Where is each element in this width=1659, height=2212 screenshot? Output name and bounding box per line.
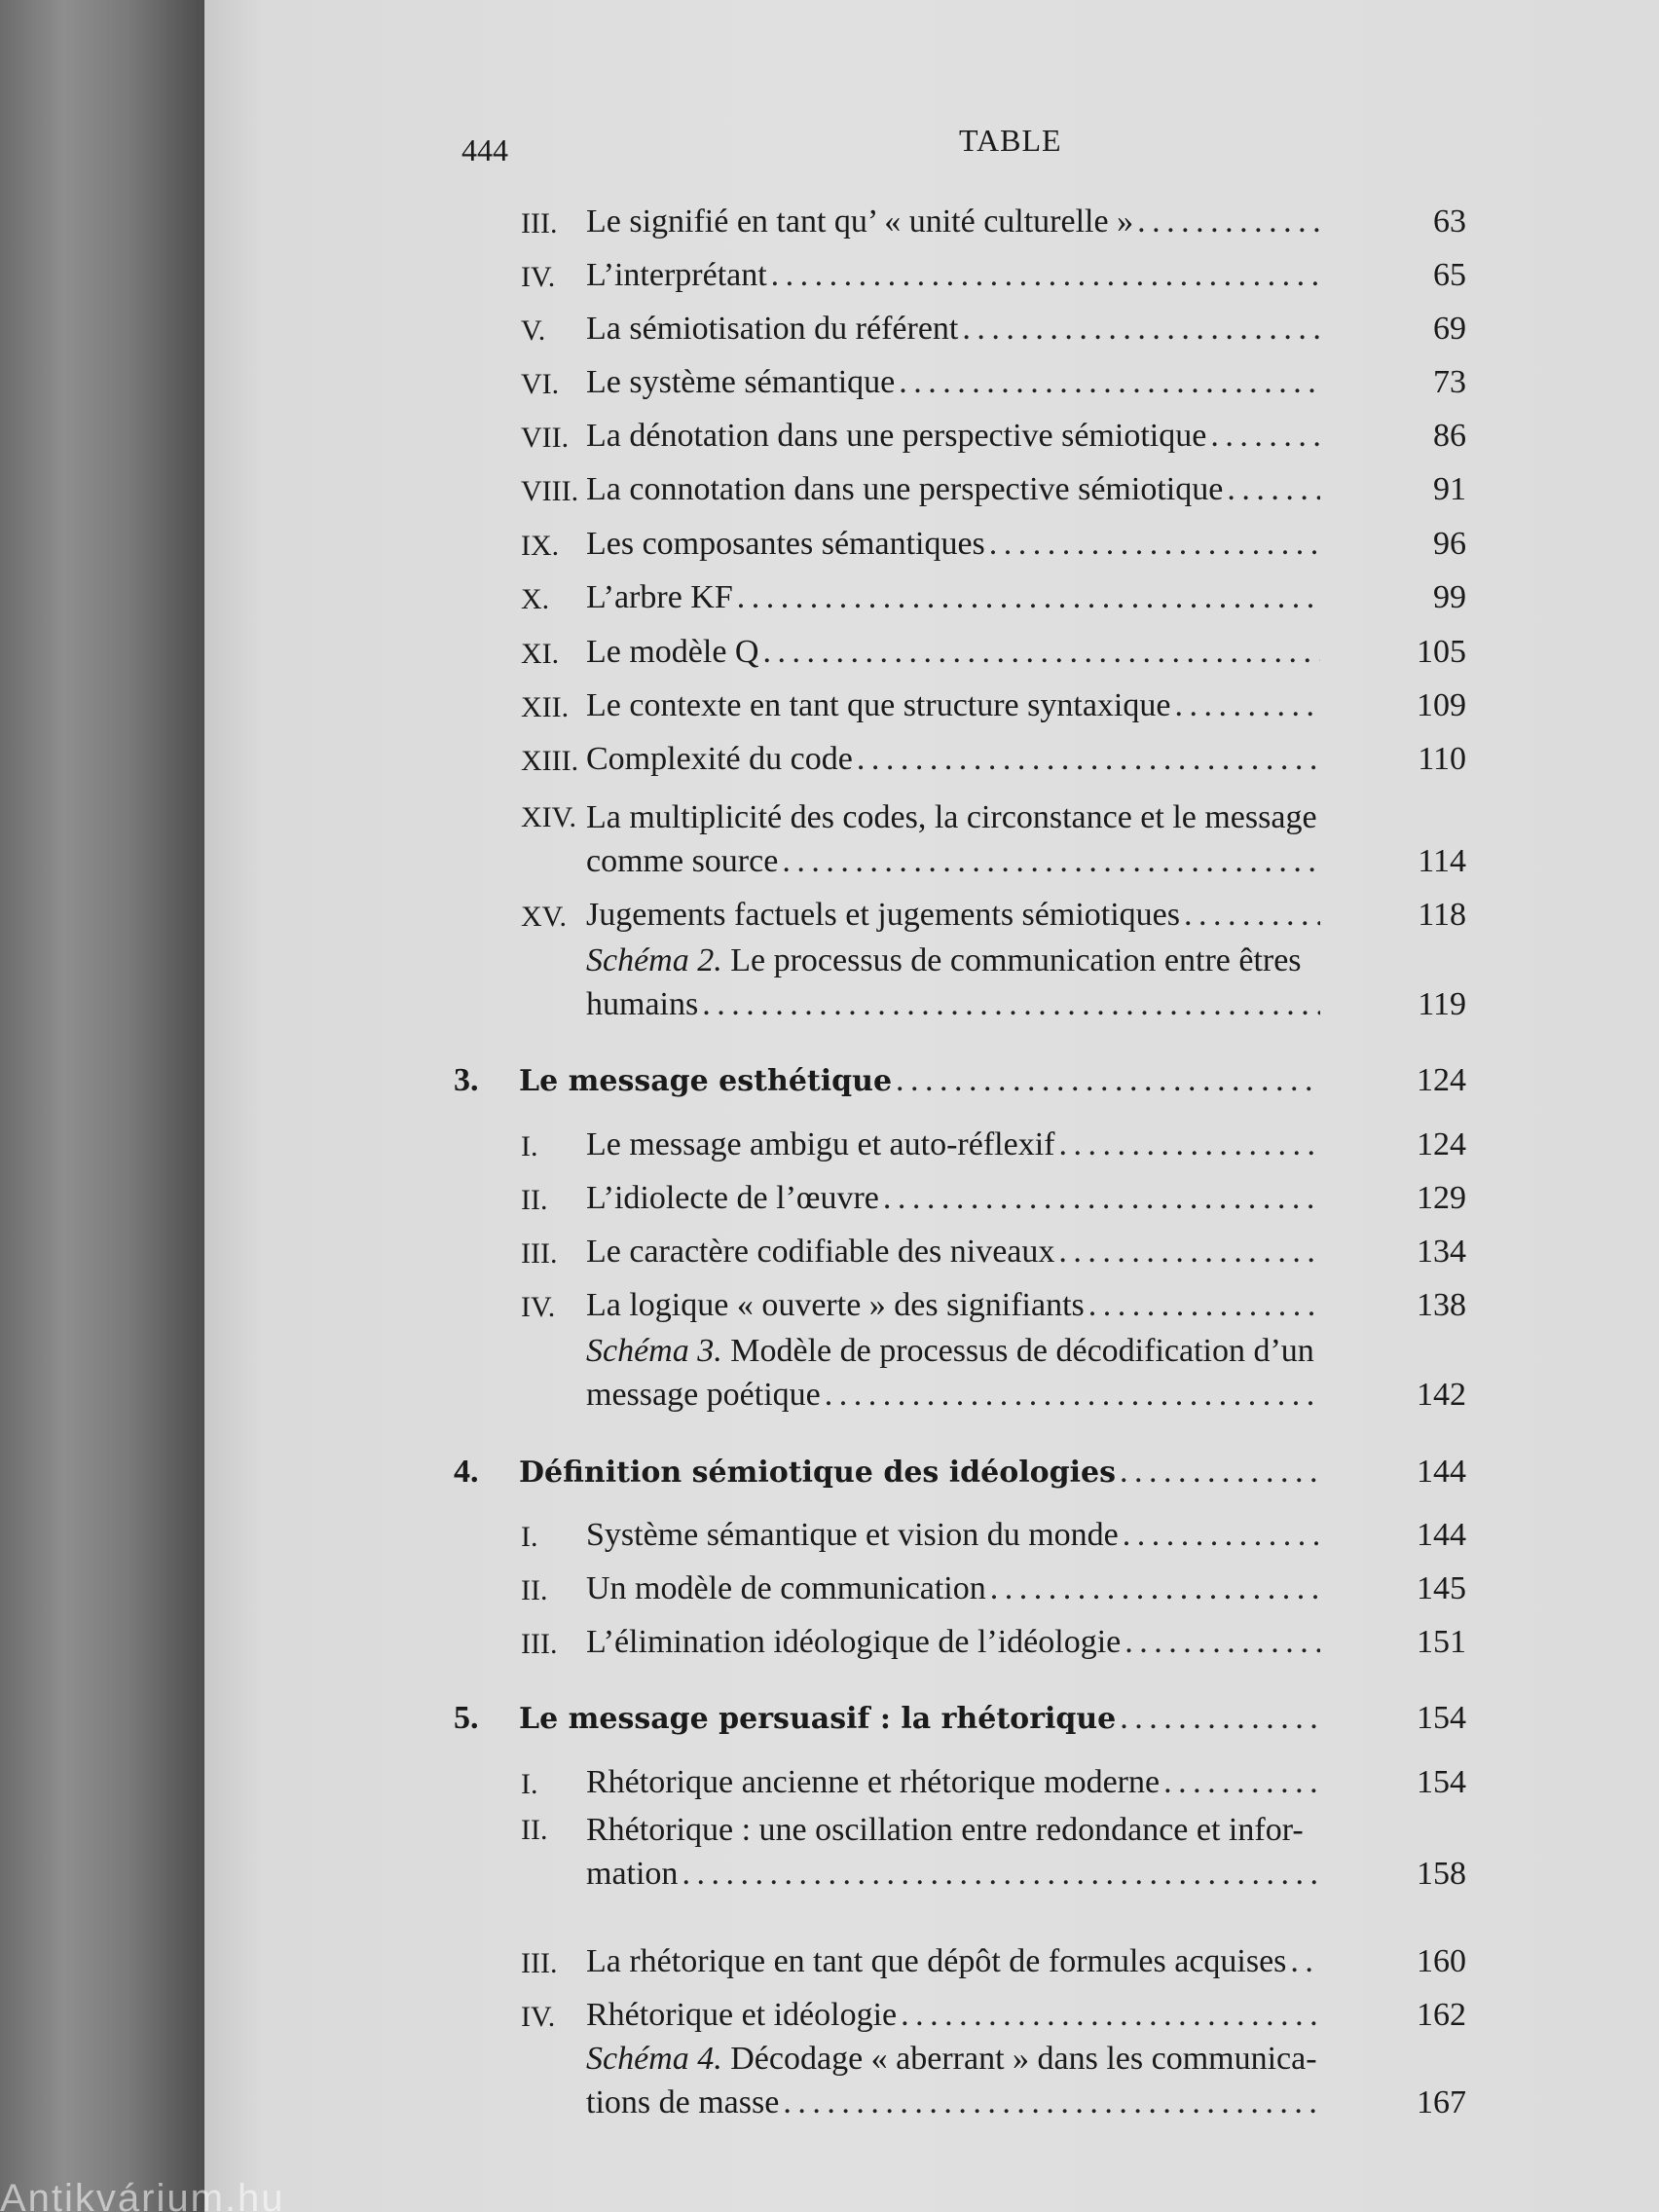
entry-first-line	[586, 1811, 1304, 1850]
page-ref: 145	[1417, 1570, 1466, 1606]
toc-entry	[0, 1516, 1659, 1559]
page-ref: 124	[1417, 1126, 1466, 1162]
entry-leader	[586, 363, 1320, 402]
entry-leader	[586, 1179, 1320, 1218]
entry-first-line	[586, 2040, 1317, 2079]
section-number: I.	[521, 1130, 538, 1162]
entry-leader	[586, 525, 1320, 564]
entry-title: Jugements factuels et jugements sémiotiques	[586, 897, 1180, 933]
page-ref: 158	[1417, 1856, 1466, 1892]
schema-label: Schéma 2.	[586, 942, 722, 978]
entry-title: Rhétorique ancienne et rhétorique moderne	[586, 1764, 1161, 1800]
page-ref: 129	[1417, 1180, 1466, 1216]
entry-title: Le modèle Q	[586, 634, 759, 670]
entry-leader	[586, 842, 1320, 881]
entry-title: mation	[586, 1856, 679, 1892]
dot-leader	[899, 363, 1320, 402]
entry-title-line1: Le processus de communication entre êtres	[730, 942, 1302, 978]
entry-title: Complexité du code	[586, 741, 853, 777]
entry-title: humains	[586, 986, 699, 1022]
section-number: XII.	[521, 691, 570, 723]
section-number: I.	[521, 1521, 538, 1553]
entry-first-line	[586, 941, 1302, 980]
section-number: VIII.	[521, 475, 579, 507]
entry-title: La sémiotisation du référent	[586, 311, 959, 347]
page-ref: 91	[1433, 471, 1466, 507]
page-ref: 65	[1433, 257, 1466, 293]
page-number: 444	[461, 132, 508, 167]
page-ref: 154	[1417, 1764, 1466, 1800]
entry-title: tions de masse	[586, 2084, 780, 2120]
toc-chapter	[0, 1061, 1659, 1104]
entry-title: Le caractère codifiable des niveaux	[586, 1234, 1055, 1270]
entry-title-line1: Rhétorique : une oscillation entre redondance et infor-	[586, 1812, 1304, 1848]
section-number: XV.	[521, 901, 567, 933]
toc-entry	[0, 203, 1659, 245]
entry-leader	[586, 985, 1320, 1024]
dot-leader	[702, 985, 1320, 1024]
toc-entry	[0, 633, 1659, 676]
toc-entry	[0, 1623, 1659, 1666]
chapter-number: 4.	[454, 1454, 479, 1490]
entry-title: comme source	[586, 843, 779, 879]
entry-first-line	[586, 1332, 1314, 1371]
entry-leader	[586, 417, 1320, 456]
entry-leader	[586, 1996, 1320, 2035]
entry-title: Les composantes sémantiques	[586, 526, 985, 562]
entry-first-line	[586, 798, 1317, 837]
toc-chapter	[0, 1699, 1659, 1742]
dot-leader	[1120, 1453, 1320, 1492]
page-ref: 151	[1417, 1624, 1466, 1660]
section-number: XIV.	[521, 801, 576, 833]
entry-leader	[586, 686, 1320, 725]
section-number: IX.	[521, 530, 560, 562]
page-ref: 160	[1417, 1943, 1466, 1979]
page-ref: 114	[1418, 843, 1466, 879]
entry-title-line1: Modèle de processus de décodification d’un	[730, 1333, 1314, 1369]
entry-leader	[586, 1763, 1320, 1802]
dot-leader	[1088, 1286, 1320, 1325]
entry-title: Le contexte en tant que structure syntaxique	[586, 687, 1171, 723]
page-ref: 109	[1417, 687, 1466, 723]
toc-entry	[0, 1125, 1659, 1168]
entry-title-line1: Décodage « aberrant » dans les communica-	[730, 2041, 1317, 2077]
toc-entry	[0, 470, 1659, 513]
entry-title: Le système sémantique	[586, 364, 896, 400]
toc-entry	[0, 310, 1659, 352]
dot-leader	[1058, 1233, 1320, 1272]
entry-title: La logique « ouverte » des signifiants	[586, 1287, 1085, 1323]
page-ref: 144	[1417, 1454, 1466, 1490]
dot-leader	[737, 578, 1320, 617]
dot-leader	[825, 1376, 1320, 1415]
page-ref: 110	[1418, 741, 1466, 777]
toc-entry	[0, 525, 1659, 568]
section-number: VI.	[521, 368, 560, 400]
section-number: VII.	[521, 422, 570, 454]
toc-entry	[0, 686, 1659, 729]
section-number: I.	[521, 1768, 538, 1800]
entry-title: La connotation dans une perspective sémiotique	[586, 471, 1224, 507]
section-number: II.	[521, 1574, 548, 1606]
dot-leader	[1124, 1623, 1320, 1662]
entry-title: Le signifié en tant qu’ « unité culturelle »	[586, 203, 1134, 240]
page-ref: 105	[1417, 634, 1466, 670]
toc-entry	[0, 896, 1659, 939]
dot-leader	[1163, 1763, 1320, 1802]
dot-leader	[682, 1855, 1320, 1894]
entry-leader	[519, 1699, 1320, 1739]
toc-entry	[0, 1179, 1659, 1222]
section-number: IV.	[521, 2001, 556, 2033]
toc-entry	[0, 578, 1659, 621]
entry-leader	[586, 1233, 1320, 1272]
page-ref: 162	[1417, 1997, 1466, 2033]
dot-leader	[1123, 1516, 1320, 1555]
page-ref: 119	[1418, 986, 1466, 1022]
dot-leader	[901, 1996, 1320, 2035]
entry-title: Le message persuasif : la rhétorique	[519, 1702, 1117, 1736]
page-ref: 99	[1433, 579, 1466, 615]
dot-leader	[1184, 896, 1320, 935]
section-number: XI.	[521, 638, 560, 670]
section-number: XIII.	[521, 745, 579, 777]
dot-leader	[1120, 1699, 1320, 1738]
page-ref: 142	[1417, 1377, 1466, 1413]
entry-title: Définition sémiotique des idéologies	[519, 1456, 1116, 1490]
page-header	[0, 119, 1659, 167]
toc-entry	[0, 799, 1659, 885]
dot-leader	[896, 1061, 1320, 1100]
section-number: II.	[521, 1184, 548, 1216]
entry-leader	[586, 1942, 1320, 1981]
entry-title-line1: La multiplicité des codes, la circonstance et le message	[586, 799, 1317, 835]
section-number: II.	[521, 1814, 548, 1846]
schema-label: Schéma 3.	[586, 1333, 722, 1369]
dot-leader	[990, 1569, 1320, 1608]
page-ref: 63	[1433, 203, 1466, 240]
chapter-number: 3.	[454, 1062, 479, 1098]
page-ref: 69	[1433, 311, 1466, 347]
entry-leader	[519, 1061, 1320, 1101]
dot-leader	[1174, 686, 1320, 725]
entry-title: Le message esthétique	[519, 1064, 893, 1098]
entry-title: Système sémantique et vision du monde	[586, 1517, 1119, 1553]
entry-title: Rhétorique et idéologie	[586, 1997, 898, 2033]
page-ref: 124	[1417, 1062, 1466, 1098]
toc-entry	[0, 740, 1659, 783]
dot-leader	[782, 842, 1320, 881]
entry-leader	[586, 1286, 1320, 1325]
watermark: Antikvárium.hu	[0, 2177, 285, 2212]
dot-leader	[783, 2083, 1320, 2122]
toc-entry	[0, 1286, 1659, 1329]
dot-leader	[1137, 203, 1320, 241]
entry-leader	[586, 1376, 1320, 1415]
schema-label: Schéma 4.	[586, 2041, 722, 2077]
running-title: TABLE	[959, 123, 1062, 158]
entry-leader	[586, 256, 1320, 295]
entry-title: L’arbre KF	[586, 579, 733, 615]
dot-leader	[1210, 417, 1320, 456]
page-ref: 134	[1417, 1234, 1466, 1270]
toc-schema	[0, 2041, 1659, 2126]
entry-title: message poétique	[586, 1377, 821, 1413]
toc-entry	[0, 1996, 1659, 2039]
page-ref: 144	[1417, 1517, 1466, 1553]
section-number: III.	[521, 1628, 558, 1660]
page-ref: 86	[1433, 418, 1466, 454]
entry-leader	[586, 578, 1320, 617]
toc-schema	[0, 942, 1659, 1028]
toc-schema	[0, 1333, 1659, 1419]
toc-entry	[0, 1812, 1659, 1898]
toc-entry	[0, 1569, 1659, 1612]
entry-title: La rhétorique en tant que dépôt de formules acquises	[586, 1943, 1287, 1979]
entry-title: L’interprétant	[586, 257, 767, 293]
entry-leader	[586, 470, 1320, 509]
entry-leader	[519, 1453, 1320, 1493]
dot-leader	[989, 525, 1320, 564]
page-ref: 73	[1433, 364, 1466, 400]
section-number: IV.	[521, 1291, 556, 1323]
page-ref: 138	[1417, 1287, 1466, 1323]
dot-leader	[1227, 470, 1320, 509]
page-ref: 154	[1417, 1700, 1466, 1736]
dot-leader	[771, 256, 1320, 295]
entry-leader	[586, 310, 1320, 349]
dot-leader	[962, 310, 1320, 349]
entry-leader	[586, 1569, 1320, 1608]
entry-leader	[586, 896, 1320, 935]
toc-entry	[0, 1942, 1659, 1985]
dot-leader	[857, 740, 1320, 779]
section-number: III.	[521, 1237, 558, 1270]
section-number: V.	[521, 314, 546, 347]
entry-leader	[586, 1855, 1320, 1894]
page-ref: 96	[1433, 526, 1466, 562]
entry-title: Le message ambigu et auto-réflexif	[586, 1126, 1055, 1162]
dot-leader	[1290, 1942, 1320, 1981]
entry-leader	[586, 203, 1320, 241]
entry-title: L’élimination idéologique de l’idéologie	[586, 1624, 1122, 1660]
entry-title: La dénotation dans une perspective sémiotique	[586, 418, 1207, 454]
entry-leader	[586, 633, 1320, 672]
toc-entry	[0, 256, 1659, 299]
toc-entry	[0, 417, 1659, 460]
toc-entry	[0, 363, 1659, 406]
section-number: X.	[521, 583, 550, 615]
entry-title: Un modèle de communication	[586, 1570, 986, 1606]
toc-entry	[0, 1763, 1659, 1806]
section-number: III.	[521, 1947, 558, 1979]
page-ref: 118	[1418, 897, 1466, 933]
entry-leader	[586, 1516, 1320, 1555]
entry-leader	[586, 1125, 1320, 1164]
chapter-number: 5.	[454, 1700, 479, 1736]
section-number: IV.	[521, 261, 556, 293]
dot-leader	[883, 1179, 1320, 1218]
entry-leader	[586, 740, 1320, 779]
entry-leader	[586, 1623, 1320, 1662]
dot-leader	[1058, 1125, 1320, 1164]
entry-title: L’idiolecte de l’œuvre	[586, 1180, 879, 1216]
toc-entry	[0, 1233, 1659, 1275]
page-ref: 167	[1417, 2084, 1466, 2120]
section-number: III.	[521, 207, 558, 240]
toc-chapter	[0, 1453, 1659, 1495]
entry-leader	[586, 2083, 1320, 2122]
dot-leader	[763, 633, 1321, 672]
